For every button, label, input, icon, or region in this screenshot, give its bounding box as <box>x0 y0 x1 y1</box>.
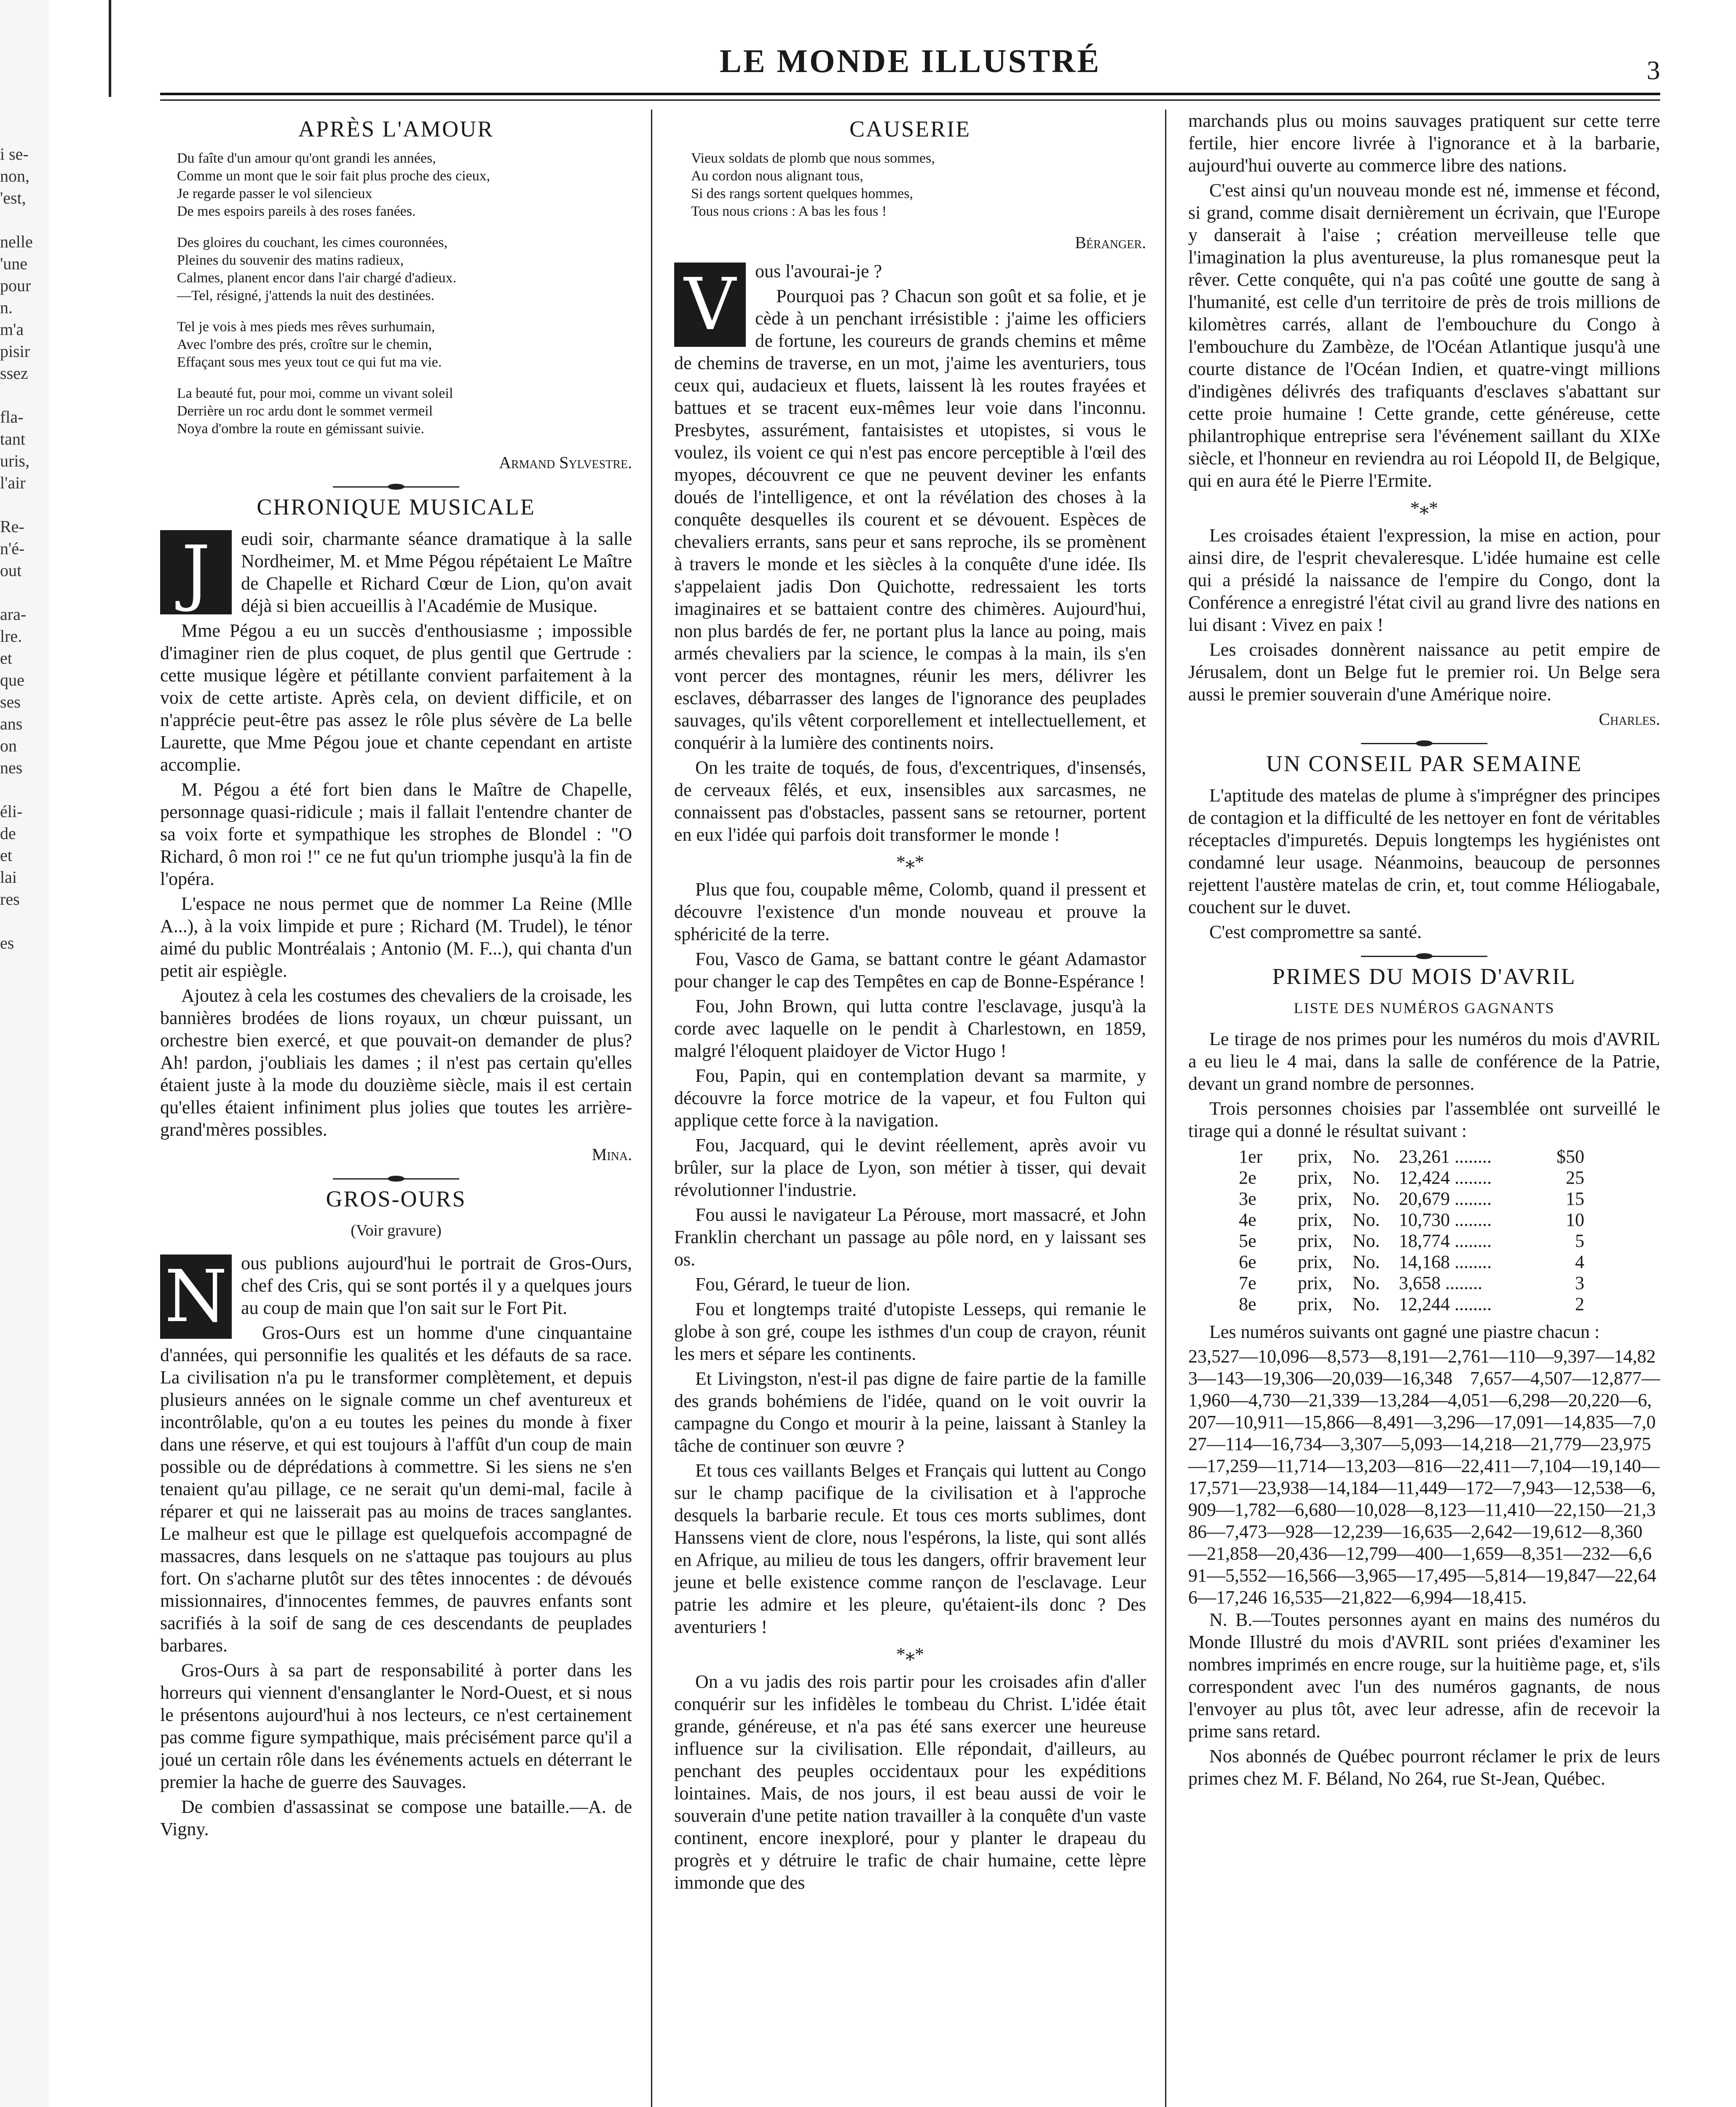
paragraph: ous l'avourai-je ? <box>755 261 882 281</box>
page-header <box>160 25 1660 88</box>
prize-rank: 8e <box>1239 1294 1256 1314</box>
page-number: 3 <box>1647 55 1660 85</box>
fragment-line: et <box>0 649 12 667</box>
paragraph: eudi soir, charmante séance dramatique à la salle Nordheimer, M. et Mme Pégou répétaient Le Maître de Chapelle et Richard Cœur de Lion, qu'on avait déjà si bien accueillis à l'Académie de Musique. <box>241 528 632 616</box>
fragment-line: non, <box>0 166 29 185</box>
poem-stanza <box>177 318 632 371</box>
prize-rank: 1er <box>1239 1146 1263 1167</box>
article-title-primes: PRIMES DU MOIS D'AVRIL <box>1272 964 1576 989</box>
paragraph: Et Livingston, n'est-il pas digne de faire partie de la famille des grands bohémiens de l'idée, quand on le voit ouvrir la campagne du Congo et mourir à la peine, laissant à Stanley la tâche de continuer son œuvre ? <box>674 1368 1146 1456</box>
paragraph: Fou, John Brown, qui lutta contre l'esclavage, jusqu'à la corde avec laquelle on le pendit à Charlestown, en 1859, malgré l'éloquent plaidoyer de Victor Hugo ! <box>674 996 1146 1061</box>
epigraph-line: Vieux soldats de plomb que nous sommes, <box>691 150 935 166</box>
poem-line: La beauté fut, pour moi, comme un vivant soleil <box>177 386 453 401</box>
number-label: No. <box>1353 1209 1380 1230</box>
article-title-causerie: CAUSERIE <box>849 116 971 142</box>
prize-amount: 25 <box>1566 1167 1584 1188</box>
number-label: No. <box>1353 1294 1380 1314</box>
prize-amount: 15 <box>1566 1188 1584 1209</box>
asterism: *⁎* <box>896 852 924 872</box>
fragment-line: 'une <box>0 254 27 273</box>
winning-numbers-list: 23,527—10,096—8,573—8,191—2,761—110—9,397—14,823—143—19,306—20,039—16,348 7,657—4,507—12,877—1,960—4,730—21,339—13,284—4,051—6,298—20,220—6,207—10,911—15,866—8,491—3,296—17,091—14,835—7,027—114—16,734—3,307—5,093—14,218—21,779—23,975—17,259—11,714—13,203—816—22,411—7,104—19,140—17,571—23,938—14,184—11,449—172—7,943—12,538—6,909—1,782—6,680—10,028—8,123—11,410—22,150—21,386—7,473—928—12,239—16,635—2,642—19,612—8,360—21,858—20,436—12,799—400—1,659—8,351—232—6,691—5,552—16,566—3,965—17,495—5,814—19,847—22,646—17,246 16,535—21,822—6,994—18,415. <box>1188 1346 1660 1608</box>
prize-word: prix, <box>1298 1146 1332 1167</box>
prize-number: 10,730 ........ <box>1399 1209 1492 1230</box>
prize-row <box>1239 1146 1601 1167</box>
article-subtitle: (Voir gravure) <box>351 1222 442 1239</box>
poem-line: Avec l'ombre des prés, croître sur le chemin, <box>177 337 432 352</box>
fragment-line <box>0 494 46 516</box>
prize-table <box>1239 1146 1660 1315</box>
prize-amount: 5 <box>1575 1230 1584 1251</box>
epigraph-line: Si des rangs sortent quelques hommes, <box>691 186 913 201</box>
paragraph: N. B.—Toutes personnes ayant en mains des numéros du Monde Illustré du mois d'AVRIL sont priées d'examiner les nombres imprimés en encre rouge, sur la huitième page, et, s'ils correspondent avec l'un des numéros gagnants, de nous l'envoyer au plus tôt, avec leur adresse, afin de recevoir la prime sans retard. <box>1188 1609 1660 1742</box>
poem-line: Derrière un roc ardu dont le sommet vermeil <box>177 403 433 419</box>
fragment-line: pisir <box>0 342 30 361</box>
epigraph-lines <box>691 150 1146 220</box>
column-1 <box>160 110 632 1843</box>
poem-line: Comme un mont que le soir fait plus proche des cieux, <box>177 168 490 184</box>
prize-number: 18,774 ........ <box>1399 1230 1492 1251</box>
paragraph: Gros-Ours est un homme d'une cinquantaine d'années, qui personnifie les qualités et les défauts de sa race. La civilisation n'a pu le transformer complètement, et depuis plusieurs années on le signale comme un chef aventureux et incontrôlable, qu'on a eu toutes les peines du monde à fixer dans une réserve, et qui est toujours à l'affût d'un coup de main possible ou de déprédations à commettre. Si les siens ne s'en tenaient qu'au pillage, ce ne serait qu'un demi-mal, facile à réparer et qui ne laisserait pas au moins de traces sanglantes. Le malheur est que le pillage est quelquefois accompagné de massacres, dans lesquels on ne s'attaque pas toujours au plus fort. On s'acharne plutôt sur des têtes innocentes : de dévoués missionnaires, d'innocentes femmes, de pauvres enfants sont sacrifiés à la soif de sang de ces descendants de peuplades barbares. <box>160 1322 632 1656</box>
paragraph: M. Pégou a été fort bien dans le Maître de Chapelle, personnage quasi-ridicule ; mais il fallait l'entendre chanter de sa voix forte et sympathique les strophes de Blondel : "O Richard, ô mon roi !" ce ne fut qu'un triomphe jusqu'à la fin de l'opéra. <box>160 779 632 889</box>
paragraph: C'est ainsi qu'un nouveau monde est né, immense et fécond, si grand, comme disait dernièrement un écrivain, que l'Europe y danserait à l'aise ; création merveilleuse telle que l'imagination la plus aventureuse, la plus romanesque peut la rêver. Cette conquête, qui n'a pas coûté une goutte de sang à l'humanité, est celle d'un territoire de près de trois millions de kilomètres carrés, allant de l'embouchure du Congo à l'embouchure du Zambèze, de l'Océan Atlantique jusqu'à une courte distance de l'Océan Indien, et quatre-vingt millions d'indigènes délivrés des trafiquants d'esclaves s'abattant sur cette proie humaine ! Cette grande, cette généreuse, cette philantrophique entreprise sera l'événement saillant du XIXe siècle, et l'honneur en reviendra au roi Léopold II, de Belgique, qui en aura été le Pierre l'Ermite. <box>1188 180 1660 491</box>
dropcap-letter: N <box>160 1255 232 1339</box>
number-label: No. <box>1353 1252 1380 1272</box>
asterism: *⁎* <box>896 1644 924 1665</box>
epigraph-author: Béranger. <box>1075 233 1146 252</box>
prize-number: 12,244 ........ <box>1399 1294 1492 1314</box>
prize-word: prix, <box>1298 1294 1332 1314</box>
paragraph: Fou, Jacquard, qui le devint réellement, après avoir vu brûler, sur la place de Lyon, son métier à tisser, qui devait révolutionner l'industrie. <box>674 1135 1146 1200</box>
poem-line: Des gloires du couchant, les cimes couronnées, <box>177 235 448 250</box>
poem <box>160 150 632 438</box>
fragment-line: de <box>0 824 16 843</box>
fragment-line: i se- <box>0 145 29 164</box>
prize-word: prix, <box>1298 1273 1332 1293</box>
poem-line: Tel je vois à mes pieds mes rêves surhumain, <box>177 319 435 335</box>
prize-amount: 4 <box>1575 1252 1584 1272</box>
fragment-line: n'é- <box>0 539 25 558</box>
fragment-line: éli- <box>0 802 23 821</box>
fragment-line: es <box>0 933 14 952</box>
paragraph: Fou, Papin, qui en contemplation devant sa marmite, y découvre la force motrice de la vapeur, et fou Fulton qui applique cette force à la navigation. <box>674 1065 1146 1131</box>
paragraph: Gros-Ours à sa part de responsabilité à porter dans les horreurs qui viennent d'ensanglanter le Nord-Ouest, et si nous le présentons aujourd'hui à nos lecteurs, ce n'est certainement pas comme figure sympathique, mais précisément parce qu'il a joué un certain rôle dans les événements actuels en déterrant le premier la hache de guerre des Sauvages. <box>160 1660 632 1792</box>
prize-row <box>1239 1230 1601 1252</box>
asterism: *⁎* <box>1410 498 1438 518</box>
prize-rank: 4e <box>1239 1209 1256 1230</box>
fragment-line: out <box>0 561 22 580</box>
section-separator <box>333 486 459 488</box>
prize-amount: $50 <box>1557 1146 1584 1167</box>
fragment-line: ans <box>0 714 23 733</box>
epigraph-line: Au cordon nous alignant tous, <box>691 168 863 184</box>
poem-line: De mes espoirs pareils à des roses fanées. <box>177 204 416 219</box>
paragraph: Fou, Gérard, le tueur de lion. <box>695 1274 911 1295</box>
poem-signature: Armand Sylvestre. <box>499 453 632 472</box>
fragment-line: et <box>0 846 12 865</box>
prize-row <box>1239 1209 1601 1230</box>
fragment-line: l'air <box>0 473 26 492</box>
column-3 <box>1188 110 1660 1792</box>
poem-line: Calmes, planent encor dans l'air chargé d'adieux. <box>177 270 457 286</box>
fragment-line: ses <box>0 692 21 711</box>
fragment-line: ssez <box>0 364 28 383</box>
poem-stanza <box>177 385 632 438</box>
fragment-line <box>0 910 46 932</box>
paragraph: Les croisades donnèrent naissance au petit empire de Jérusalem, dont un Belge fut le premier roi. Un Belge sera aussi le premier souverain d'une Amérique noire. <box>1188 639 1660 705</box>
prize-amount: 10 <box>1566 1209 1584 1230</box>
prize-word: prix, <box>1298 1252 1332 1272</box>
fragment-line: lai <box>0 868 17 887</box>
previous-page-fragments <box>0 143 46 954</box>
paragraph: Les numéros suivants ont gagné une piastre chacun : <box>1209 1322 1600 1342</box>
section-separator <box>333 1178 459 1179</box>
poem-stanza <box>177 150 632 220</box>
paragraph: C'est compromettre sa santé. <box>1209 922 1422 942</box>
fragment-line: fla- <box>0 407 24 426</box>
epigraph <box>674 150 1146 220</box>
paragraph: Plus que fou, coupable même, Colomb, quand il pressent et découvre l'existence d'un monde nouveau et prouve la sphéricité de la terre. <box>674 879 1146 944</box>
fragment-line <box>0 384 46 406</box>
paragraph: L'aptitude des matelas de plume à s'imprégner des principes de contagion et la difficulté de les nettoyer en font de véritables réceptacles d'impuretés. Depuis longtemps les hygiénistes ont condamné leur usage. Néanmoins, beaucoup de personnes rejettent l'austère matelas de crin, et, tout comme Héliogabale, couchent sur le duvet. <box>1188 785 1660 917</box>
fragment-line: m'a <box>0 320 24 339</box>
prize-word: prix, <box>1298 1230 1332 1251</box>
paragraph: Le tirage de nos primes pour les numéros du mois d'AVRIL a eu lieu le 4 mai, dans la salle de conférence de la Patrie, devant un grand nombre de personnes. <box>1188 1029 1660 1094</box>
paragraph: Fou et longtemps traité d'utopiste Lesseps, qui remanie le globe à son gré, coupe les isthmes d'un coup de crayon, réunit les mers et sépare les continents. <box>674 1299 1146 1364</box>
previous-page-margin <box>0 0 48 2107</box>
prize-rank: 7e <box>1239 1273 1256 1293</box>
prize-amount: 2 <box>1575 1294 1584 1314</box>
column-rule <box>1165 110 1166 2107</box>
prize-word: prix, <box>1298 1209 1332 1230</box>
epigraph-line: Tous nous crions : A bas les fous ! <box>691 204 887 219</box>
prize-row <box>1239 1252 1601 1273</box>
prize-rank: 6e <box>1239 1252 1256 1272</box>
fragment-line <box>0 582 46 603</box>
prize-word: prix, <box>1298 1167 1332 1188</box>
paragraph: Les croisades étaient l'expression, la mise en action, pour ainsi dire, de l'esprit chevaleresque. L'idée humaine est celle qui a présidé la naissance de l'empire du Congo, dont la Conférence a enregistré l'état civil au grand livre des nations en lui disant : Vivez en paix ! <box>1188 525 1660 635</box>
paragraph: De combien d'assassinat se compose une bataille.—A. de Vigny. <box>160 1796 632 1839</box>
page-fold-line <box>109 0 111 97</box>
fragment-line <box>0 779 46 801</box>
prize-number: 12,424 ........ <box>1399 1167 1492 1188</box>
prize-row <box>1239 1294 1601 1315</box>
section-separator <box>1361 956 1487 957</box>
article-title-gros-ours: GROS-OURS <box>326 1186 466 1212</box>
article-signature: Mina. <box>592 1145 632 1164</box>
poem-line: Effaçant sous mes yeux tout ce qui fut ma vie. <box>177 354 442 370</box>
number-label: No. <box>1353 1273 1380 1293</box>
prize-number: 14,168 ........ <box>1399 1252 1492 1272</box>
fragment-line: pour <box>0 276 31 295</box>
fragment-line: n. <box>0 298 13 317</box>
paragraph: Et tous ces vaillants Belges et Français qui luttent au Congo sur le champ pacifique de la civilisation et à l'approche desquels la barbarie recule. Et tous ces morts sublimes, dont Hanssens vient de clore, nous l'espérons, la liste, qui sont allés en Afrique, au milieu de tous les dangers, offrir bravement leur jeune et belle existence comme rançon de l'esclavage. Leur patrie les admire et les pleure, qu'étaient-ils donc ? Des aventuriers ! <box>674 1460 1146 1637</box>
paragraph: marchands plus ou moins sauvages pratiquent sur cette terre fertile, hier encore livrée à l'ignorance et à la barbarie, aujourd'hui ouverte au commerce libre des nations. <box>1188 110 1660 176</box>
fragment-line: 'est, <box>0 188 26 207</box>
article-title-conseil: UN CONSEIL PAR SEMAINE <box>1266 751 1583 776</box>
dropcap-letter: V <box>674 263 746 347</box>
dropcap-letter: J <box>160 530 232 614</box>
header-rule <box>160 93 1660 95</box>
article-title-apres-lamour: APRÈS L'AMOUR <box>298 116 494 142</box>
paragraph: Nos abonnés de Québec pourront réclamer le prix de leurs primes chez M. F. Béland, No 264, rue St-Jean, Québec. <box>1188 1746 1660 1789</box>
paragraph: On a vu jadis des rois partir pour les croisades afin d'aller conquérir sur les infidèles le tombeau du Christ. L'idée était grande, généreuse, et n'a pas été sans exercer une heureuse influence sur la civilisation. Elle répondait, d'ailleurs, au penchant des peuples occidentaux pour les expéditions lointaines. Mais, de nos jours, il est beau aussi de voir le souverain d'une petite nation travailler à la conquête d'un vaste continent, encore inexploré, pour y planter le drapeau du progrès et y détruire le trafic de chair humaine, cette lèpre immonde que des <box>674 1671 1146 1893</box>
prize-number: 23,261 ........ <box>1399 1146 1492 1167</box>
paragraph: Ajoutez à cela les costumes des chevaliers de la croisade, les bannières brodées de lions royaux, un chœur puissant, un orchestre bien exercé, et que pouvait-on demander de plus? Ah! pardon, j'oubliais les dames ; il n'est pas certain qu'elles étaient juste à la mode du douzième siècle, mais il est certain qu'elles étaient infiniment plus jolies que toutes les arrière-grand'mères possibles. <box>160 985 632 1140</box>
fragment-line: on <box>0 736 17 755</box>
prize-amount: 3 <box>1575 1273 1584 1293</box>
prize-number: 20,679 ........ <box>1399 1188 1492 1209</box>
poem-line: Du faîte d'un amour qu'ont grandi les années, <box>177 150 436 166</box>
number-label: No. <box>1353 1167 1380 1188</box>
poem-line: Je regarde passer le vol silencieux <box>177 186 372 201</box>
article-title-chronique-musicale: CHRONIQUE MUSICALE <box>257 494 536 520</box>
fragment-line <box>0 209 46 231</box>
number-label: No. <box>1353 1230 1380 1251</box>
poem-line: Noya d'ombre la route en gémissant suivie. <box>177 421 424 437</box>
paragraph: Pourquoi pas ? Chacun son goût et sa folie, et je cède à un penchant irrésistible : j'aime les officiers de fortune, les coureurs de grands chemins et même de chemins de traverse, en un mot, j'aime les aventuriers, tous ceux qui, audacieux et fluets, laissent là les routes frayées et battues et se tracent eux-mêmes leur voie dans l'inconnu. Presbytes, assurément, fantaisistes et utopistes, si vous le voulez, ils voient ce qui n'est pas encore perceptible à l'œil des myopes, découvrent ce que ne peuvent deviner les enfants doués de l'intelligence, et ont la révélation des choses à la conquête desquelles ils courent et se dévouent. Espèces de chevaliers errants, sans peur et sans reproche, ils se promènent à travers le monde et les siècles à la conquête d'une idée. Ils s'appelaient jadis Don Quichotte, redressaient les torts imaginaires et se battaient contre des chimères. Aujourd'hui, non plus bardés de fer, ne portant plus la lance au poing, mais armés chevaliers par la science, le compas à la main, ils s'en vont percer des montagnes, réunir les mers, délivrer les esclaves, débarrasser des langes de l'ignorance des peuplades sauvages, qu'ils vêtent corporellement et intellectuellement, et conquérir à la lumière des continents noirs. <box>674 286 1146 753</box>
fragment-line: Re- <box>0 517 24 536</box>
fragment-line: nelle <box>0 232 33 251</box>
newspaper-page <box>160 25 1660 2107</box>
header-rule-thin <box>160 99 1660 101</box>
prize-rank: 5e <box>1239 1230 1256 1251</box>
article-subtitle: LISTE DES NUMÉROS GAGNANTS <box>1294 1000 1555 1016</box>
column-rule <box>651 110 652 2107</box>
fragment-line: que <box>0 670 24 689</box>
poem-line: Pleines du souvenir des matins radieux, <box>177 252 404 268</box>
prize-row <box>1239 1188 1601 1209</box>
paragraph: Trois personnes choisies par l'assemblée ont surveillé le tirage qui a donné le résultat suivant : <box>1188 1098 1660 1141</box>
fragment-line: ara- <box>0 605 27 624</box>
prize-row <box>1239 1273 1601 1294</box>
paragraph: Fou, Vasco de Gama, se battant contre le géant Adamastor pour changer le cap des Tempêtes en cap de Bonne-Espérance ! <box>674 949 1146 992</box>
article-signature: Charles. <box>1599 710 1660 729</box>
prize-rank: 2e <box>1239 1167 1256 1188</box>
poem-line: —Tel, résigné, j'attends la nuit des destinées. <box>177 288 434 303</box>
paragraph: ous publions aujourd'hui le portrait de Gros-Ours, chef des Cris, qui se sont portés il y a quelques jours au coup de main que l'on sait sur le Fort Pit. <box>241 1253 632 1318</box>
poem-stanza <box>177 234 632 305</box>
section-separator <box>1361 743 1487 744</box>
paragraph: Fou aussi le navigateur La Pérouse, mort massacré, et John Franklin cherchant un passage au pôle nord, en y laissant ses os. <box>674 1204 1146 1270</box>
fragment-line: res <box>0 890 20 909</box>
masthead: LE MONDE ILLUSTRÉ <box>719 43 1101 79</box>
fragment-line: lre. <box>0 627 22 646</box>
paragraph: Mme Pégou a eu un succès d'enthousiasme ; impossible d'imaginer rien de plus coquet, de plus gentil que Gertrude : cette musique légère et pétillante convient parfaitement à la voix de cette artiste. Après cela, on devient difficile, et on n'apprécie peut-être pas assez le rôle plus sévère de La belle Laurette, que Mme Pégou joue et chante cependant en artiste accomplie. <box>160 620 632 775</box>
paragraph: On les traite de toqués, de fous, d'excentriques, d'insensés, de cerveaux fêlés, et eux, insensibles aux sarcasmes, ne connaissent pas d'obstacles, passent sans se retourner, portent en eux l'idée qui parfois doit transformer le monde ! <box>674 757 1146 845</box>
prize-word: prix, <box>1298 1188 1332 1209</box>
column-2 <box>674 110 1146 1896</box>
number-label: No. <box>1353 1146 1380 1167</box>
fragment-line: nes <box>0 758 23 777</box>
prize-rank: 3e <box>1239 1188 1256 1209</box>
fragment-line: uris, <box>0 451 29 470</box>
prize-number: 3,658 ........ <box>1399 1273 1482 1293</box>
number-label: No. <box>1353 1188 1380 1209</box>
prize-row <box>1239 1167 1601 1188</box>
paragraph: L'espace ne nous permet que de nommer La Reine (Mlle A...), à la voix limpide et pure ; Richard (M. Trudel), le ténor aimé du public Montréalais ; Antonio (M. F...), qui chanta d'un petit air espiègle. <box>160 893 632 981</box>
fragment-line: tant <box>0 429 25 448</box>
